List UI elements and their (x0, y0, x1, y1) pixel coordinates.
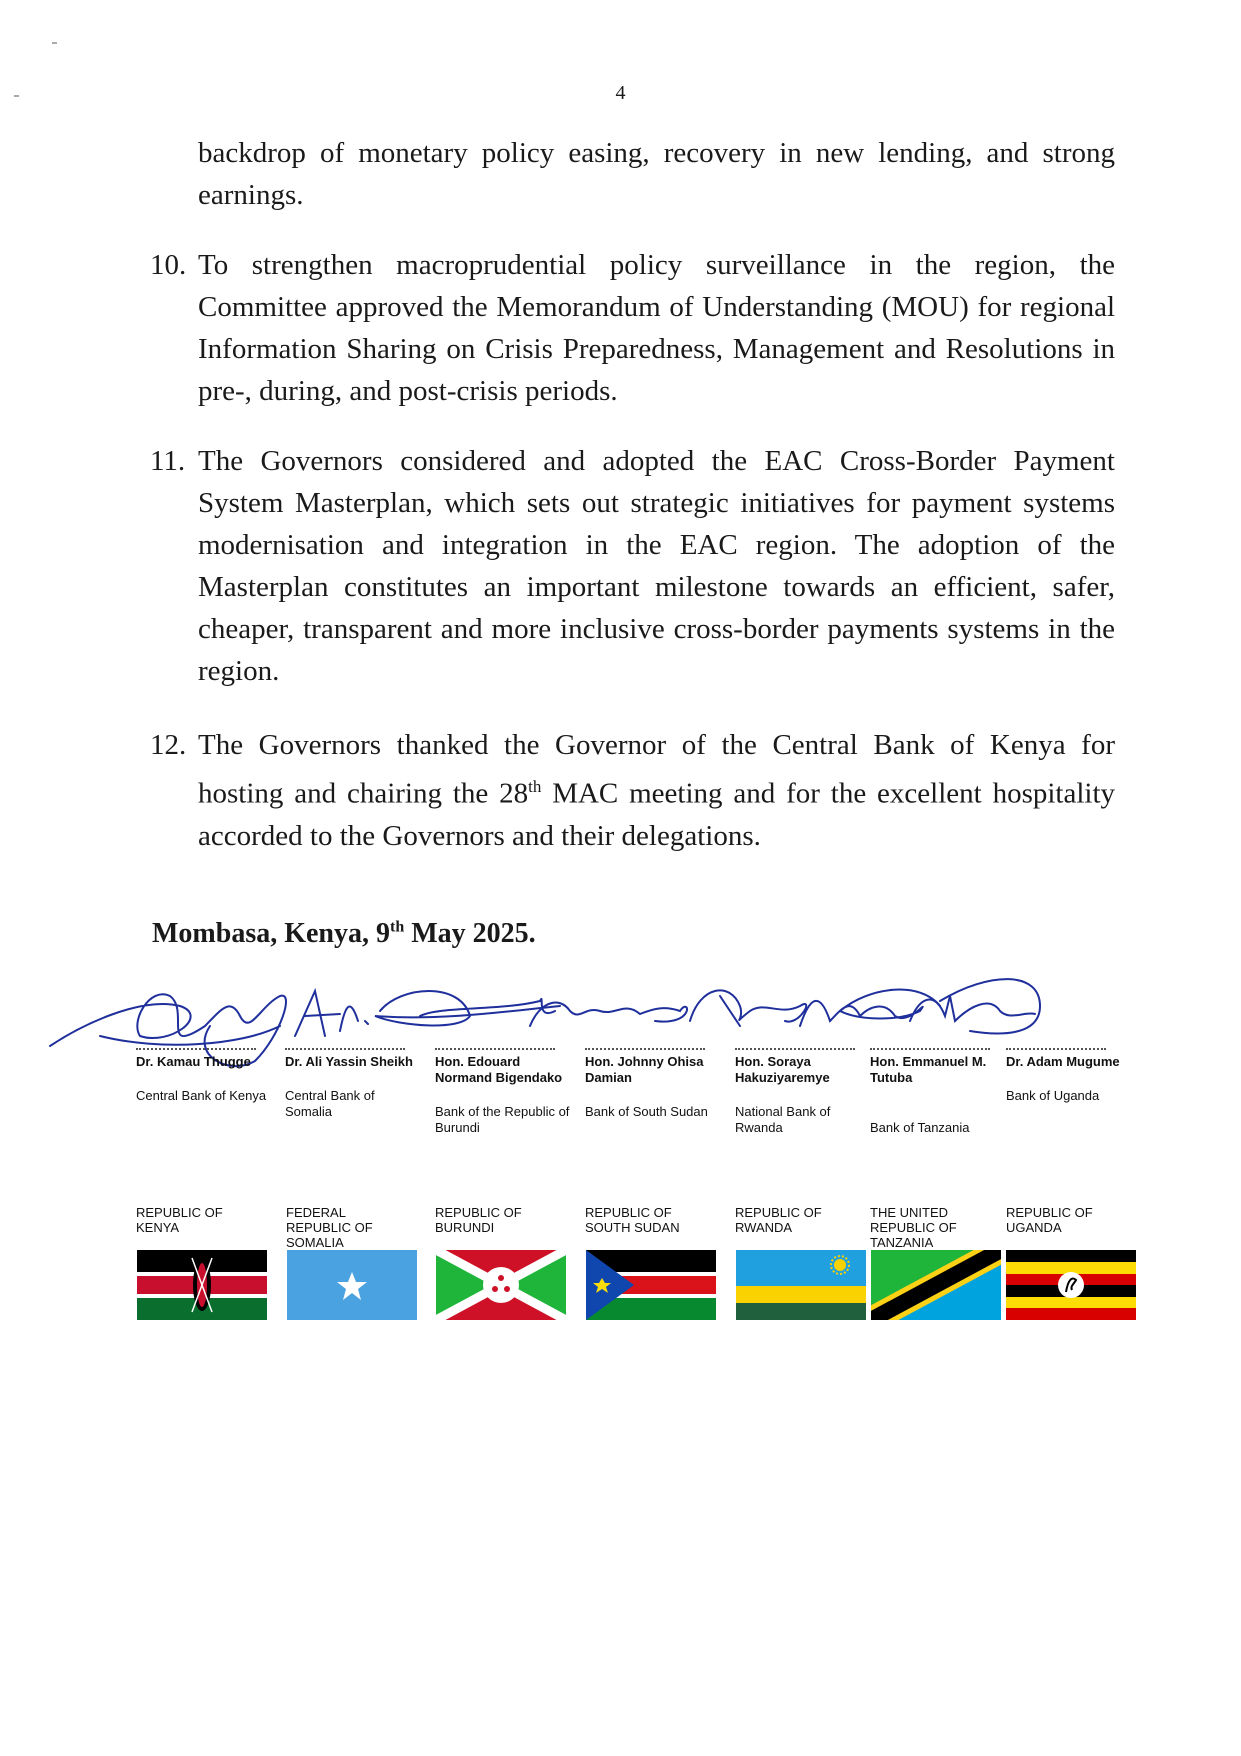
page-number: 4 (615, 82, 626, 104)
signature-line (435, 1048, 555, 1050)
signatory-name: Hon. Emmanuel M. Tutuba (870, 1054, 987, 1085)
intro-continuation: backdrop of monetary policy easing, recovery in new lending, and strong earnings. (198, 137, 1115, 211)
country-label-rwanda: REPUBLIC OF RWANDA (735, 1205, 822, 1235)
signature-uganda (910, 979, 1040, 1033)
item-number: 10. (150, 249, 187, 281)
signature-line (285, 1048, 405, 1050)
kenya-flag-icon (137, 1250, 267, 1320)
signatory-burundi (435, 1048, 575, 1136)
rwanda-flag-icon (736, 1250, 866, 1320)
place-and-date (152, 918, 536, 950)
country-label-burundi: REPUBLIC OF BURUNDI (435, 1205, 522, 1235)
list-item-11 (150, 440, 1115, 692)
signatory-bank: Bank of Uganda (1006, 1088, 1100, 1103)
uganda-flag-icon (1006, 1250, 1136, 1320)
signatory-bank: Bank of South Sudan (585, 1104, 708, 1119)
item-text: The Governors considered and adopted the EAC Cross-Border Payment System Masterplan, which sets out strategic initiatives for payment systems modernisation and integration in the EAC region. The adoption of the Masterplan constitutes an important milestone towards an efficient, safer, cheaper, transparent and more inclusive cross-border payments systems in the region. (198, 445, 1115, 687)
signatory-somalia (285, 1048, 425, 1120)
item-number: 12. (150, 729, 187, 761)
signature-line (136, 1048, 256, 1050)
tanzania-flag-icon (871, 1250, 1001, 1320)
item-text (198, 724, 1115, 857)
somalia-flag-icon (287, 1250, 417, 1320)
signature-somalia (295, 991, 368, 1036)
south-sudan-flag-icon (586, 1250, 716, 1320)
signatory-bank: Bank of Tanzania (870, 1120, 970, 1135)
country-label-kenya: REPUBLIC OF KENYA (136, 1205, 223, 1235)
signatory-name: Dr. Kamau Thugge (136, 1054, 251, 1069)
date: May 2025. (404, 918, 536, 949)
item-text: To strengthen macroprudential policy surveillance in the region, the Committee approved the Memorandum of Understanding (MOU) for regional Information Sharing on Crisis Preparedness, Management and Resolutions in pre-, during, and post-crisis periods. (198, 249, 1115, 407)
signatory-name: Hon. Soraya Hakuziyaremye (735, 1054, 830, 1085)
signatory-kenya (136, 1048, 276, 1104)
signature-line (870, 1048, 990, 1050)
signatory-name: Dr. Adam Mugume (1006, 1054, 1120, 1069)
signature-rwanda (690, 990, 806, 1026)
place: Mombasa, Kenya, 9 (152, 918, 390, 949)
item-number: 11. (150, 445, 186, 477)
scan-speck (52, 42, 57, 44)
signatory-name: Hon. Edouard Normand Bigendako (435, 1054, 563, 1085)
superscript: th (528, 777, 542, 796)
burundi-flag-icon (436, 1250, 566, 1320)
signatory-bank: Central Bank of Somalia (285, 1088, 375, 1119)
signatory-name: Hon. Johnny Ohisa Damian (585, 1054, 704, 1085)
signatory-tanzania (870, 1048, 1010, 1136)
list-item-10 (150, 244, 1115, 412)
country-label-uganda: REPUBLIC OF UGANDA (1006, 1205, 1093, 1235)
signatory-rwanda (735, 1048, 875, 1136)
country-label-tanzania: THE UNITED REPUBLIC OF TANZANIA (870, 1205, 957, 1250)
item-text-part: The Governors thanked the Governor of the Central Bank of Kenya for hosting and chairing the 28 (198, 729, 1115, 810)
body-text (150, 132, 1115, 857)
signature-tanzania (800, 990, 940, 1026)
list-item-12 (150, 724, 1115, 857)
item-text-part: MAC meeting and for the excellent hospitality accorded to the Governors and their delegations. (198, 777, 1116, 852)
superscript: th (390, 918, 405, 936)
signature-line (585, 1048, 705, 1050)
signature-line (735, 1048, 855, 1050)
signatory-bank: Central Bank of Kenya (136, 1088, 267, 1103)
signatory-bank: National Bank of Rwanda (735, 1104, 831, 1135)
signature-line (1006, 1048, 1106, 1050)
signatory-name: Dr. Ali Yassin Sheikh (285, 1054, 413, 1069)
country-label-somalia: FEDERAL REPUBLIC OF SOMALIA (286, 1205, 373, 1250)
country-label-south-sudan: REPUBLIC OF SOUTH SUDAN (585, 1205, 680, 1235)
signatory-south-sudan (585, 1048, 725, 1120)
signatory-bank: Bank of the Republic of Burundi (435, 1104, 570, 1135)
signatory-uganda (1006, 1048, 1126, 1104)
